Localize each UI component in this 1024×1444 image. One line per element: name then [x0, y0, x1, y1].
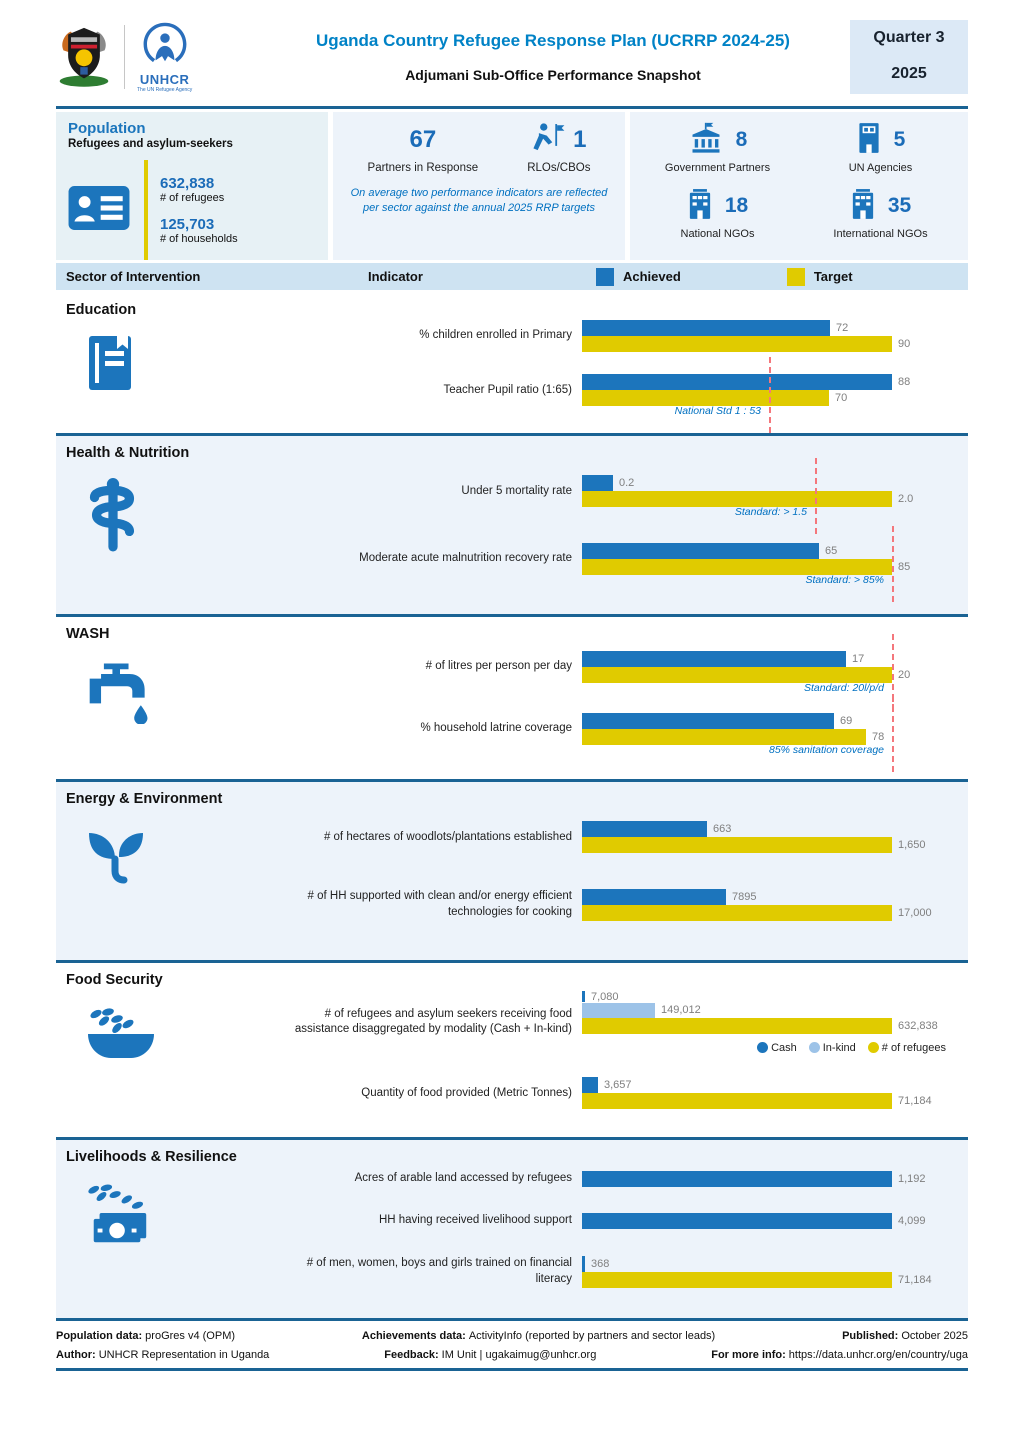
bar-value: 70	[835, 392, 848, 405]
section-title: Livelihoods & Resilience	[66, 1149, 237, 1165]
achieved-bar	[582, 889, 726, 905]
refugees-label: # of refugees	[160, 192, 225, 204]
achieved-bar	[582, 475, 613, 491]
achieved-bar	[582, 374, 892, 390]
bar-group	[582, 1212, 964, 1230]
population-data-source: Population data: proGres v4 (OPM)	[56, 1330, 236, 1342]
un-building-icon	[856, 122, 882, 159]
partners-panel	[333, 112, 625, 260]
food-icon	[84, 1004, 284, 1065]
section-title: WASH	[66, 626, 110, 642]
bar-value: 0.2	[619, 477, 635, 490]
bar-value: 71,184	[898, 1273, 932, 1286]
feedback-contact[interactable]: Feedback: IM Unit | ugakaimug@unhcr.org	[384, 1349, 597, 1361]
bar-value: 71,184	[898, 1095, 932, 1108]
achieved-bar	[582, 651, 846, 667]
national-ngos-stat	[636, 186, 799, 252]
indicator-row	[284, 1212, 964, 1230]
logo-divider	[124, 25, 125, 89]
yellow-divider	[144, 160, 148, 260]
standard-label: Standard: 20l/p/d	[804, 682, 884, 694]
achieved-bar	[582, 713, 834, 729]
bar-value: 4,099	[898, 1215, 926, 1227]
bar-group	[582, 1170, 964, 1188]
national-ngos-count: 18	[724, 194, 749, 217]
bar-group	[582, 542, 964, 586]
indicator-label: % children enrolled in Primary	[419, 328, 572, 341]
indicator-label: # of hectares of woodlots/plantations established	[323, 830, 572, 843]
bar-value: 17,000	[898, 906, 932, 919]
header	[56, 8, 968, 106]
indicator-row	[284, 1076, 964, 1110]
legend-item: In-kind	[809, 1042, 856, 1054]
standard-line	[892, 526, 894, 602]
book-icon	[84, 334, 284, 397]
bottom-separator	[56, 1368, 968, 1371]
wash-icon	[84, 658, 284, 729]
government-partners-count: 8	[735, 128, 748, 151]
sector-column-header: Sector of Intervention	[66, 269, 201, 284]
refugees-count: 632,838	[160, 175, 215, 192]
target-bar	[582, 729, 866, 745]
indicator-label: Under 5 mortality rate	[461, 484, 572, 497]
page-title: Uganda Country Refugee Response Plan (UCRRP 2024-25)	[316, 31, 790, 50]
quarter-box	[850, 20, 968, 94]
government-partners-stat	[636, 120, 799, 186]
section-title: Education	[66, 302, 137, 318]
target-bar	[582, 667, 892, 683]
cash-bar	[582, 991, 585, 1002]
target-bar	[582, 1018, 892, 1034]
households-count: 125,703	[160, 216, 215, 233]
indicator-row	[284, 888, 964, 922]
ngo-building-icon	[687, 188, 713, 225]
header-separator	[56, 106, 968, 109]
partners-count: 67	[409, 126, 437, 153]
methodology-note: On average two performance indicators are reflected per sector against the annual 2025 RRP targets	[350, 187, 608, 215]
bar-group	[582, 888, 964, 922]
target-bar	[582, 837, 892, 853]
indicator-row	[284, 542, 964, 586]
achievements-data-source: Achievements data: ActivityInfo (reported by partners and sector leads)	[361, 1330, 716, 1342]
indicator-column-header: Indicator	[368, 269, 423, 284]
bar-value: 65	[825, 544, 838, 557]
achieved-bar	[582, 320, 830, 336]
sections-container	[56, 293, 968, 1321]
section-title: Energy & Environment	[66, 791, 223, 807]
legend-item: Cash	[757, 1042, 797, 1054]
indicator-label: Quantity of food provided (Metric Tonnes)	[361, 1086, 572, 1099]
bar-value: 85	[898, 560, 911, 573]
bar-group	[582, 1255, 964, 1289]
bar-value: 88	[898, 376, 911, 389]
indicator-row	[284, 990, 964, 1055]
achieved-legend-swatch	[596, 268, 614, 286]
households-label: # of households	[160, 233, 238, 245]
rlos-stat	[527, 122, 590, 174]
bar-group	[582, 820, 964, 854]
more-info-link[interactable]: For more info: https://data.unhcr.org/en/country/uga	[711, 1349, 968, 1361]
bar-value: 149,012	[661, 1004, 701, 1017]
livelihood-icon	[84, 1181, 284, 1252]
target-bar	[582, 1272, 892, 1288]
target-bar	[582, 336, 892, 352]
indicator-row	[284, 650, 964, 694]
unhcr-logo	[137, 21, 192, 93]
bar-group	[582, 712, 964, 756]
quarter-label: Quarter 3	[873, 29, 945, 46]
population-strip	[56, 112, 968, 260]
bar-value: 663	[713, 823, 732, 836]
indicator-label: Moderate acute malnutrition recovery rate	[359, 551, 572, 564]
section-separator	[56, 1318, 968, 1321]
target-bar	[582, 1093, 892, 1109]
indicator-label: Acres of arable land accessed by refugees	[354, 1171, 572, 1184]
indicator-label: Teacher Pupil ratio (1:65)	[443, 383, 572, 396]
section-energy-environment	[56, 782, 968, 960]
id-card-icon	[68, 186, 130, 235]
published-date: Published: October 2025	[842, 1330, 968, 1342]
bar-value: 20	[898, 669, 911, 681]
bar-value: 3,657	[604, 1079, 632, 1092]
population-subtitle: Refugees and asylum-seekers	[68, 138, 233, 150]
bar-value: 78	[872, 731, 885, 743]
standard-label: Standard: > 85%	[805, 573, 884, 586]
partners-label: Partners in Response	[367, 162, 479, 174]
bar-value: 90	[898, 337, 911, 350]
target-bar	[582, 390, 829, 406]
standard-label: National Std 1 : 53	[674, 405, 761, 418]
government-partners-label: Government Partners	[664, 162, 771, 174]
uganda-coat-of-arms-icon	[56, 22, 112, 93]
international-ngos-stat	[799, 186, 962, 252]
section-title: Health & Nutrition	[66, 445, 190, 461]
bar-value: 72	[836, 321, 849, 334]
legend-dot-icon	[868, 1042, 879, 1053]
target-bar	[582, 559, 892, 575]
chart-legend	[582, 1042, 946, 1054]
rlos-label: RLOs/CBOs	[527, 162, 591, 174]
target-legend-swatch	[787, 268, 805, 286]
section-livelihoods-resilience	[56, 1140, 968, 1318]
population-title: Population	[68, 120, 146, 137]
inkind-bar	[582, 1003, 655, 1018]
indicator-row	[284, 373, 964, 418]
national-ngos-label: National NGOs	[680, 228, 755, 240]
logo-group	[56, 21, 256, 93]
year-label: 2025	[891, 65, 927, 82]
bar-group	[582, 373, 964, 418]
target-bar	[582, 491, 892, 507]
international-ngos-count: 35	[887, 194, 912, 217]
achieved-bar	[582, 1213, 892, 1229]
standard-line	[892, 696, 894, 772]
section-title: Food Security	[66, 972, 163, 988]
achieved-bar	[582, 1171, 892, 1187]
section-health-nutrition	[56, 436, 968, 614]
unhcr-emblem-icon	[139, 21, 191, 69]
un-agencies-stat	[799, 120, 962, 186]
ngo-building-icon	[850, 188, 876, 225]
section-wash	[56, 617, 968, 779]
population-panel	[56, 112, 328, 260]
indicator-row	[284, 1170, 964, 1188]
bar-group	[582, 1076, 964, 1110]
indicator-label: % household latrine coverage	[420, 722, 572, 735]
standard-line	[815, 458, 817, 534]
target-bar	[582, 905, 892, 921]
indicator-row	[284, 712, 964, 756]
achieved-bar	[582, 821, 707, 837]
bar-value: 1,650	[898, 839, 926, 852]
table-header	[56, 263, 968, 290]
indicator-label: HH having received livelihood support	[378, 1214, 572, 1227]
partners-stat	[368, 122, 479, 174]
indicator-label: # of HH supported with clean and/or energy efficient technologies for cooking	[307, 890, 572, 918]
title-block	[256, 31, 850, 83]
health-icon	[84, 477, 284, 558]
bar-group	[582, 319, 964, 353]
unhcr-tagline: The UN Refugee Agency	[137, 87, 193, 93]
target-legend-label: Target	[813, 269, 853, 284]
indicator-label: # of refugees and asylum seekers receiving food assistance disaggregated by modality (Cash + In-kind)	[294, 1007, 572, 1036]
legend-dot-icon	[757, 1042, 768, 1053]
bar-value: 368	[591, 1257, 610, 1270]
achieved-bar	[582, 1077, 598, 1093]
bar-value: 1,192	[898, 1172, 926, 1185]
energy-icon	[84, 823, 284, 894]
achieved-bar	[582, 1256, 585, 1272]
government-building-icon	[688, 122, 724, 159]
author-info: Author: UNHCR Representation in Uganda	[56, 1349, 270, 1361]
un-agencies-count: 5	[893, 128, 906, 151]
unhcr-wordmark: UNHCR	[139, 72, 190, 87]
legend-item: # of refugees	[868, 1042, 946, 1054]
indicator-label: # of litres per person per day	[425, 660, 572, 673]
bar-value: 17	[852, 653, 865, 665]
section-education	[56, 293, 968, 433]
bar-value: 2.0	[898, 493, 914, 506]
achieved-legend-label: Achieved	[623, 269, 681, 284]
bar-value: 632,838	[898, 1019, 938, 1032]
indicator-row	[284, 319, 964, 353]
partner-types-panel	[630, 112, 968, 260]
indicator-row	[284, 1255, 964, 1289]
international-ngos-label: International NGOs	[833, 228, 928, 240]
standard-label: 85% sanitation coverage	[769, 744, 884, 756]
section-food-security	[56, 963, 968, 1137]
footer	[56, 1330, 968, 1361]
standard-line	[769, 357, 771, 433]
rlos-count: 1	[573, 126, 587, 153]
bar-group	[582, 990, 964, 1055]
bar-value: 7895	[732, 890, 757, 903]
bar-group	[582, 474, 964, 519]
achieved-bar	[582, 543, 819, 559]
un-agencies-label: UN Agencies	[848, 162, 913, 174]
standard-label: Standard: > 1.5	[734, 506, 807, 519]
indicator-row	[284, 474, 964, 519]
indicator-row	[284, 820, 964, 854]
legend-dot-icon	[809, 1042, 820, 1053]
bar-group	[582, 650, 964, 694]
bar-value: 7,080	[591, 990, 619, 1003]
rlo-person-flag-icon	[531, 121, 565, 160]
bar-value: 69	[840, 715, 853, 727]
indicator-label: # of men, women, boys and girls trained on financial literacy	[306, 1256, 572, 1285]
page-subtitle: Adjumani Sub-Office Performance Snapshot	[405, 67, 701, 83]
